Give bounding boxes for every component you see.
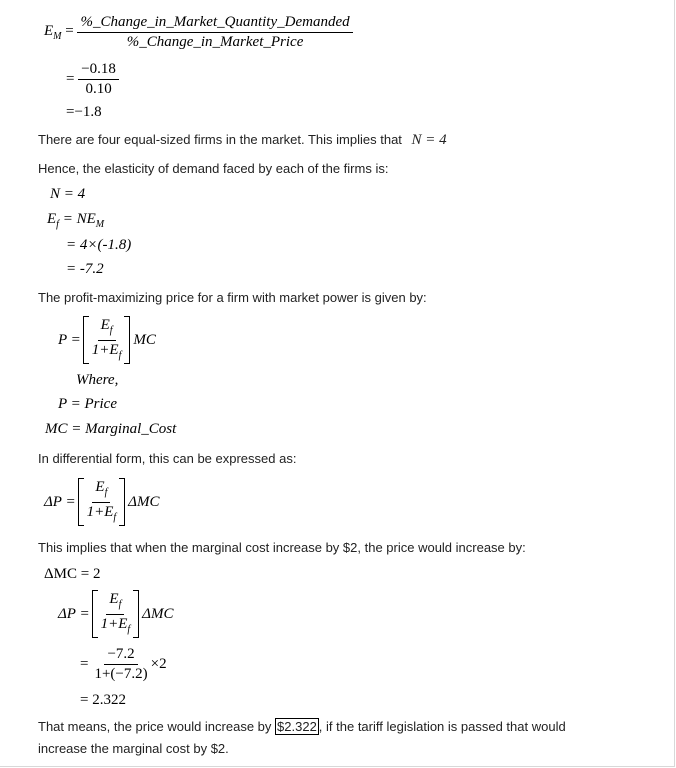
- text-four-firms-math: N = 4: [411, 132, 447, 148]
- conclusion-line1: [38, 719, 566, 734]
- eq4-lhs: ΔP =: [44, 493, 76, 510]
- eq1-result: =−1.8: [66, 104, 102, 120]
- eq4-num: E: [95, 478, 105, 495]
- eq3-lhs: P =: [58, 331, 81, 348]
- eq5-rhs: ΔMC: [142, 605, 174, 622]
- eq3-def-price: P = Price: [58, 396, 117, 412]
- eq3-where: Where,: [76, 372, 119, 388]
- eq5-num-sub: f: [118, 598, 122, 610]
- conclusion-line2: increase the marginal cost by $2.: [38, 741, 229, 756]
- text-four-firms-prefix: There are four equal-sized firms in the market. This implies that: [38, 132, 402, 147]
- eq2-line2: [47, 211, 104, 230]
- eq1-step2-den: 0.10: [85, 81, 112, 97]
- answer-highlight: $2.322: [277, 719, 317, 734]
- eq1-lhs-sub: M: [53, 31, 62, 42]
- eq2-line4: = -7.2: [66, 261, 104, 277]
- text-differential: In differential form, this can be expressed as:: [38, 451, 297, 466]
- eq5-den: 1+E: [100, 615, 128, 632]
- eq1-lhs: E: [44, 23, 54, 39]
- eq5-times: ×2: [150, 656, 167, 672]
- conclusion-suffix: , if the tariff legislation is passed that would: [318, 719, 566, 734]
- price-formula: [58, 316, 156, 364]
- conclusion-prefix: That means, the price would increase by: [38, 719, 272, 734]
- eq2-line2-rhs-sub: M: [95, 219, 105, 230]
- eq5-result: = 2.322: [80, 692, 126, 708]
- eq3-num-sub: f: [109, 324, 113, 336]
- eq5-line1: ΔMC = 2: [44, 566, 101, 582]
- eq1-numerator: %_Change_in_Market_Quantity_Demanded: [77, 14, 352, 33]
- eq5-num: E: [109, 590, 119, 607]
- eq5-substitution: [80, 646, 167, 683]
- elasticity-market-equation: $E_M$ = $\frac{\text{\%\_Change\_in\_Market\_Quantity\_Demanded}}{\text{\%\_Change\_in\_Market\_Price}}$: [44, 14, 353, 51]
- eq5-frac-num: −7.2: [104, 646, 137, 665]
- text-marginal-cost-increase: This implies that when the marginal cost increase by $2, the price would increase by:: [38, 540, 526, 555]
- eq5-formula: [58, 590, 173, 638]
- eq4-rhs: ΔMC: [128, 493, 160, 510]
- eq2-line2-lhs: E: [47, 211, 57, 227]
- eq4-num-sub: f: [104, 486, 108, 498]
- eq1-step2: = $\frac{-0.18}{0.10}$: [66, 61, 119, 98]
- eq3-def-mc: MC = Marginal_Cost: [45, 421, 177, 437]
- differential-formula: [44, 478, 159, 526]
- text-hence: Hence, the elasticity of demand faced by each of the firms is:: [38, 161, 389, 176]
- eq2-line1: N = 4: [50, 186, 86, 202]
- eq2-line2-rhs: = NE: [62, 211, 96, 227]
- eq3-den: 1+E: [91, 341, 119, 358]
- eq5-eq-sign: =: [80, 656, 89, 672]
- eq2-line3: = 4×(-1.8): [66, 237, 132, 253]
- eq4-den: 1+E: [86, 503, 114, 520]
- text-four-firms: [38, 132, 447, 149]
- eq3-den-sub: f: [118, 349, 122, 361]
- eq5-lhs: ΔP =: [58, 605, 90, 622]
- eq5-den-sub: f: [127, 623, 131, 635]
- text-profit-max: The profit-maximizing price for a firm with market power is given by:: [38, 290, 427, 305]
- eq4-den-sub: f: [113, 511, 117, 523]
- eq3-num: E: [100, 316, 110, 333]
- eq3-rhs: MC: [133, 331, 156, 348]
- eq2-line2-lhs-sub: f: [56, 219, 59, 230]
- eq1-denominator: %_Change_in_Market_Price: [126, 34, 304, 50]
- eq5-frac-den: 1+(−7.2): [94, 666, 148, 682]
- eq1-step2-num: −0.18: [78, 61, 119, 80]
